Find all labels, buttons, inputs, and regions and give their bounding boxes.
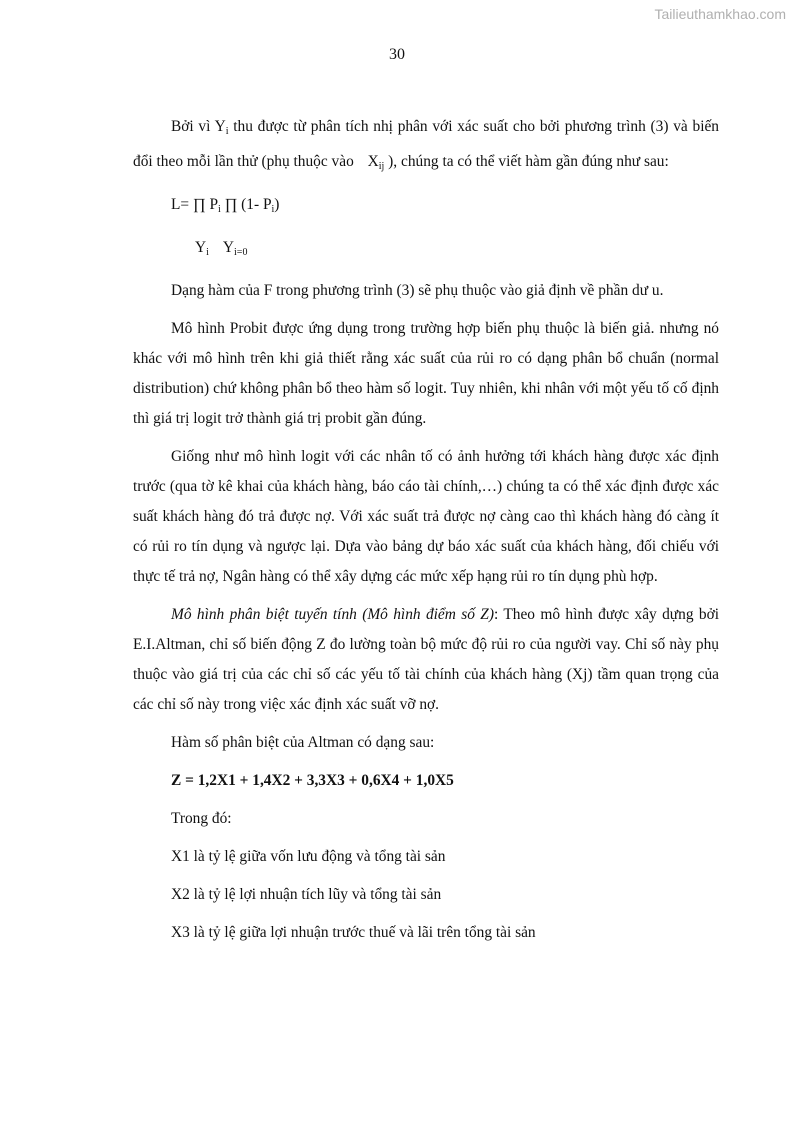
formula-segment: ∏ (1- P <box>220 196 272 213</box>
subscript: ij <box>378 161 385 172</box>
definition-x3: X3 là tỷ lệ giữa lợi nhuận trước thuế và lãi trên tổng tài sản <box>171 924 536 941</box>
formula-segment: ) <box>274 196 280 213</box>
formula-z: Z = 1,2X1 + 1,4X2 + 3,3X3 + 0,6X4 + 1,0X5 <box>171 772 454 789</box>
text-segment: : Theo mô hình được xây dựng bởi E.I.Altman, chỉ số biến động Z đo lường toàn bộ mức độ rủi ro của người vay. Chỉ số này phụ thuộc vào giá trị của các chỉ số các yếu tố tài chính của khách hàng (Xj) tầm quan trọng của các chỉ số này trong việc xác định xác suất vỡ nợ. <box>133 606 719 713</box>
where-label: Trong đó: <box>171 810 232 827</box>
z-score-heading: Mô hình phân biệt tuyến tính (Mô hình điểm số Z) <box>171 606 494 623</box>
watermark: Tailieuthamkhao.com <box>654 6 786 22</box>
formula-likelihood <box>133 190 719 225</box>
subscript: i <box>206 247 209 258</box>
page-body <box>133 112 719 948</box>
formula-index-line <box>133 233 719 268</box>
paragraph-logit: Giống như mô hình logit với các nhân tố có ảnh hưởng tới khách hàng được xác định trước (qua tờ kê khai của khách hàng, báo cáo tài chính,…) chúng ta có thể xác định được xác suất khách hàng đó trả được nợ. Với xác suất trả được nợ càng cao thì khách hàng đó càng ít có rủi ro tín dụng và ngược lại. Dựa vào bảng dự báo xác suất của khách hàng, đối chiếu với thực tế trả nợ, Ngân hàng có thể xây dựng các mức xếp hạng rủi ro tín dụng phù hợp. <box>133 448 719 585</box>
formula-segment: L= ∏ P <box>171 196 219 213</box>
definition-x2: X2 là tỷ lệ lợi nhuận tích lũy và tổng tài sản <box>171 886 442 903</box>
paragraph-function-form: Dạng hàm của F trong phương trình (3) sẽ phụ thuộc vào giả định về phần dư u. <box>171 282 664 299</box>
paragraph-probit: Mô hình Probit được ứng dụng trong trường hợp biến phụ thuộc là biến giả. nhưng nó khác với mô hình trên khi giả thiết rằng xác suất của rủi ro có dạng phân bổ chuẩn (normal distribution) chứ không phân bổ theo hàm số logit. Tuy nhiên, khi nhân với một yếu tố cố định thì giá trị logit trở thành giá trị probit gần đúng. <box>133 320 719 427</box>
subscript: i <box>218 204 221 215</box>
text-segment: ), chúng ta có thể viết hàm gần đúng như sau: <box>384 153 669 170</box>
index-var: Y <box>222 239 235 256</box>
subscript: i=0 <box>234 247 248 258</box>
paragraph-z-score <box>133 600 719 720</box>
index-var: Y <box>195 239 207 256</box>
paragraph-binary-analysis <box>133 112 719 182</box>
text-segment: thu được từ phân tích nhị phân với xác suất cho bởi phương trình (3) và biến đổi theo mỗi lần thử (phụ thuộc vào <box>133 118 720 170</box>
text-segment: Bởi vì Y <box>171 118 226 135</box>
subscript: i <box>225 126 229 137</box>
variable: X <box>367 153 379 170</box>
altman-intro: Hàm số phân biệt của Altman có dạng sau: <box>171 734 435 751</box>
page-number: 30 <box>389 46 405 63</box>
definition-x1: X1 là tỷ lệ giữa vốn lưu động và tổng tài sản <box>171 848 446 865</box>
subscript: i <box>271 204 275 215</box>
